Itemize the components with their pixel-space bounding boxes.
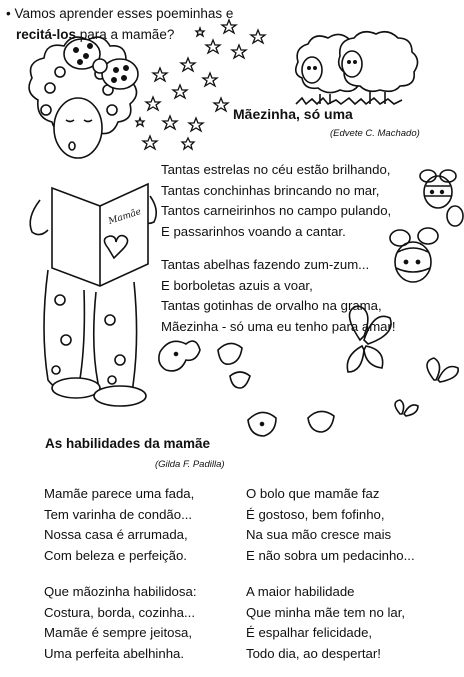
poem-line: O bolo que mamãe faz bbox=[246, 486, 380, 501]
poem2-right-stanza-1 bbox=[246, 484, 415, 566]
poem-line: É espalhar felicidade, bbox=[246, 625, 373, 640]
intro-line-2: para a mamãe? bbox=[76, 27, 175, 42]
poem1-title: Mãezinha, só uma bbox=[233, 106, 353, 122]
poem2-author: (Gilda F. Padilla) bbox=[155, 459, 225, 470]
poem1-stanza-1 bbox=[161, 160, 391, 242]
poem-line: Tantas abelhas fazendo zum-zum... bbox=[161, 257, 370, 272]
poem-line: Tantas estrelas no céu estão brilhando, bbox=[161, 162, 391, 177]
poem-line: Que mãozinha habilidosa: bbox=[44, 584, 197, 599]
poem-line: E não sobra um pedacinho... bbox=[246, 547, 415, 563]
poem1-author: (Edvete C. Machado) bbox=[330, 128, 420, 139]
poem2-left-stanza-2 bbox=[44, 582, 197, 664]
poem-line: Tantas conchinhas brincando no mar, bbox=[161, 182, 380, 198]
poem-line: Uma perfeita abelhinha. bbox=[44, 645, 185, 661]
sheep-illustration bbox=[296, 32, 418, 104]
poem-line: Com beleza e perfeição. bbox=[44, 547, 187, 563]
book-label: Mamãe bbox=[107, 207, 143, 227]
poem-line: Nossa casa é arrumada, bbox=[44, 527, 188, 542]
birds-illustration bbox=[159, 341, 334, 436]
girl-reading-illustration bbox=[29, 37, 156, 406]
poem-line: E passarinhos voando a cantar. bbox=[161, 223, 346, 239]
poem-line: Na sua mão cresce mais bbox=[246, 527, 392, 542]
poem2-left-stanza-1 bbox=[44, 484, 194, 566]
poem-line: Tantas gotinhas de orvalho na grama, bbox=[161, 298, 382, 313]
poem-line: Que minha mãe tem no lar, bbox=[246, 604, 406, 620]
poem-line: Mãezinha - só uma eu tenho para amar! bbox=[161, 318, 396, 334]
poem-line: Mamãe é sempre jeitosa, bbox=[44, 625, 193, 640]
poem-line: Mamãe parece uma fada, bbox=[44, 486, 195, 501]
poem-line: E borboletas azuis a voar, bbox=[161, 277, 313, 293]
poem1-stanza-2 bbox=[161, 255, 396, 337]
poem-line: Costura, borda, cozinha... bbox=[44, 604, 196, 620]
intro-instruction bbox=[6, 3, 233, 45]
poem2-title: As habilidades da mamãe bbox=[45, 436, 211, 451]
poem-line: A maior habilidade bbox=[246, 584, 355, 599]
poem-line: Tantos carneirinhos no campo pulando, bbox=[161, 203, 392, 218]
bullet: • bbox=[6, 6, 11, 21]
intro-line-1: Vamos aprender esses poeminhas e bbox=[14, 6, 234, 21]
poem2-right-stanza-2 bbox=[246, 582, 405, 664]
poem-line: É gostoso, bem fofinho, bbox=[246, 506, 385, 522]
bee-illustration bbox=[390, 170, 463, 282]
poem-line: Tem varinha de condão... bbox=[44, 506, 193, 522]
intro-bold-word: recitá-los bbox=[16, 27, 77, 42]
poem-line: Todo dia, ao despertar! bbox=[246, 645, 381, 661]
